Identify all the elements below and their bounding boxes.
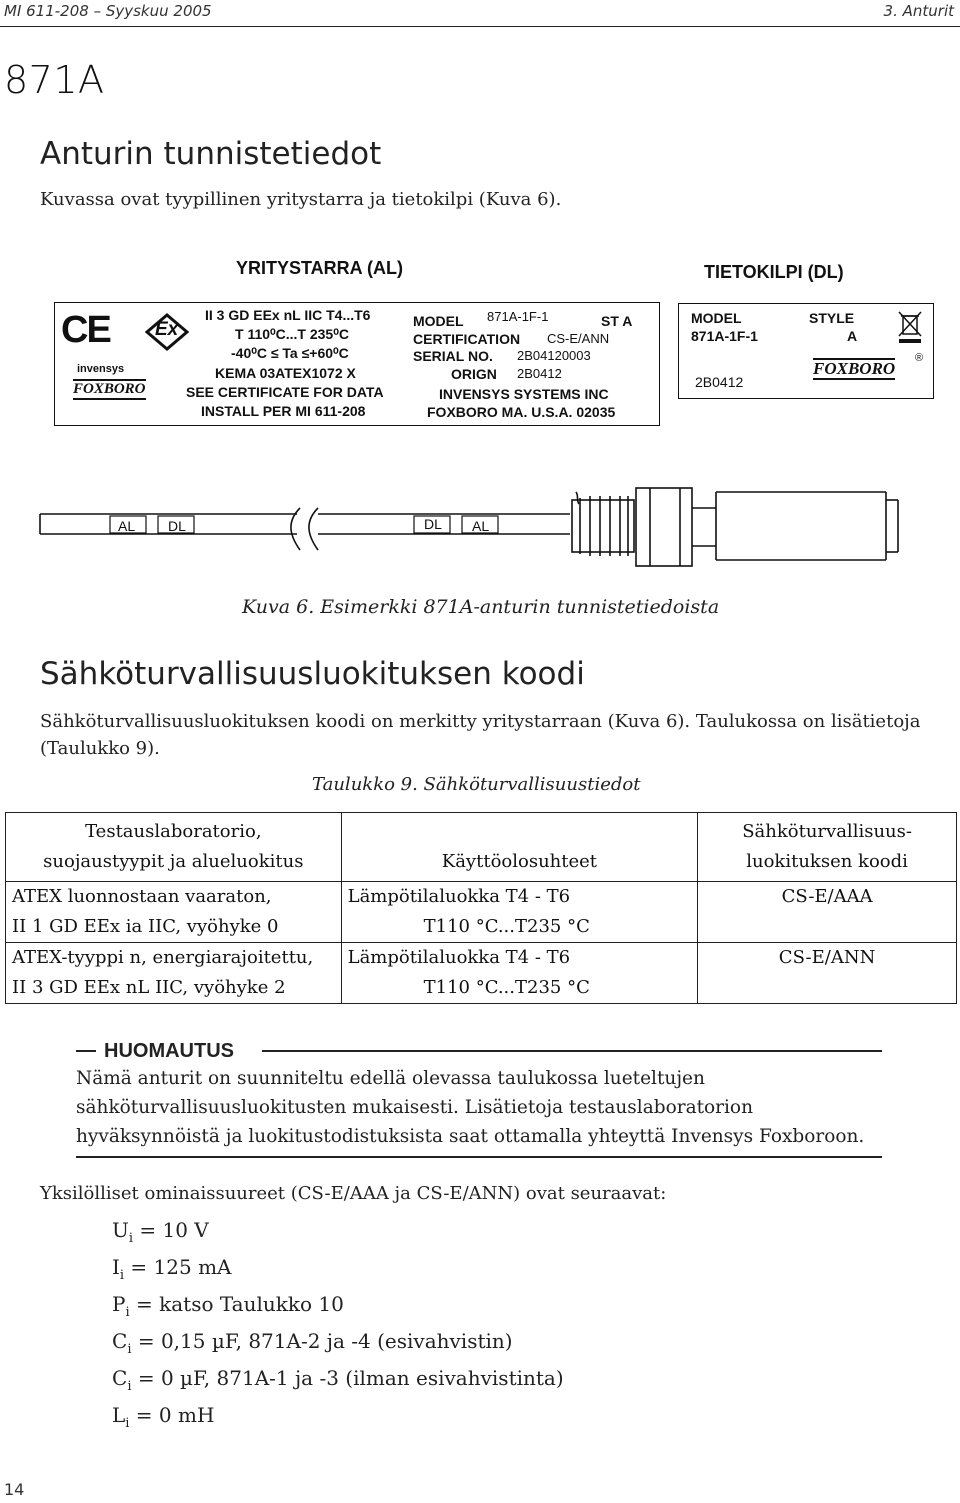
col-header-code: Sähköturvallisuus- luokituksen koodi — [698, 813, 957, 882]
plate-al-line-1: II 3 GD EEx nL IIC T4...T6 — [205, 307, 371, 323]
page-number: 14 — [4, 1480, 25, 1499]
table-row: ATEX-tyyppi n, energiarajoitettu, II 3 GD EEx nL IIC, vyöhyke 2 Lämpötilaluokka T4 - T6 T110 °C...T235 °C CS-E/ANN — [6, 943, 957, 1004]
header-doc-id: MI 611-208 – Syyskuu 2005 — [4, 2, 212, 20]
list-item: $U_i = 10$ V — [112, 1218, 209, 1246]
dl-label-title: TIETOKILPI (DL) — [704, 262, 844, 282]
col-header-lab: Testauslaboratorio, suojaustyypit ja alueluokitus — [6, 813, 342, 882]
ce-mark-icon: CE — [61, 309, 110, 351]
parameter-list — [112, 1216, 564, 1438]
plate-dl-style-label: STYLE — [809, 310, 855, 326]
header-chapter: 3. Anturit — [883, 2, 954, 20]
plate-al-address: FOXBORO MA. U.S.A. 02035 — [427, 404, 616, 420]
figure-caption: Kuva 6. Esimerkki 871A-anturin tunnistetiedoista — [242, 596, 720, 618]
note-title: HUOMAUTUS — [104, 1040, 234, 1062]
note-body: Nämä anturit on suunniteltu edellä olevassa taulukossa lueteltujen sähköturvallisuusluokitusten mukaisesti. Lisätietoja testauslaboratorion hyväksynnöistä ja luokitustodistuksista saat ottamalla yhteyttä Invensys Foxboroon. — [76, 1068, 865, 1147]
plate-al-origin-label: ORIGN — [451, 366, 497, 382]
foxboro-logo: FOXBORO — [73, 379, 146, 400]
weee-bin-icon — [897, 310, 923, 344]
plate-dl-model-label: MODEL — [691, 310, 742, 326]
data-plate — [678, 303, 934, 399]
plate-dl-code: 2B0412 — [695, 374, 744, 390]
cable-tag-al-2: AL — [472, 518, 490, 534]
table-header-row — [6, 813, 957, 882]
invensys-logo: invensys — [77, 363, 125, 375]
foxboro-logo-dl: FOXBORO — [813, 359, 896, 378]
al-label-title: YRITYSTARRA (AL) — [236, 258, 403, 278]
plate-al-cert-value: CS-E/ANN — [547, 331, 610, 346]
company-label-plate — [54, 302, 660, 426]
cable-tag-al: AL — [118, 518, 136, 534]
plate-al-model-label: MODEL — [413, 313, 464, 329]
plate-al-serial-label: SERIAL NO. — [413, 348, 493, 364]
plate-dl-model-value: 871A-1F-1 — [691, 328, 758, 344]
plate-al-line-5: SEE CERTIFICATE FOR DATA — [186, 384, 384, 400]
section2-text-1: Sähköturvallisuusluokituksen koodi on merkitty yritystarraan (Kuva 6). Taulukossa on lisätietoja — [40, 711, 921, 732]
table-caption: Taulukko 9. Sähköturvallisuustiedot — [312, 774, 641, 795]
plate-al-style: ST A — [601, 313, 633, 329]
ex-mark-icon: Ex — [145, 313, 189, 351]
plate-al-company: INVENSYS SYSTEMS INC — [439, 386, 609, 402]
safety-table — [5, 812, 957, 1004]
plate-al-serial-value: 2B04120003 — [517, 348, 591, 363]
list-item: $C_i = 0$ µF, 871A-1 ja -3 (ilman esivahvistinta) — [112, 1366, 564, 1394]
plate-al-line-2: T 110⁰C...T 235⁰C — [235, 326, 349, 342]
list-item: $I_i = 125$ mA — [112, 1255, 232, 1283]
list-item: $C_i = 0,15$ µF, 871A-2 ja -4 (esivahvistin) — [112, 1329, 513, 1357]
section-title-safety-code: Sähköturvallisuusluokituksen koodi — [40, 656, 585, 692]
section-title-identification: Anturin tunnistetiedot — [40, 136, 382, 172]
note-rule-bottom — [76, 1156, 882, 1158]
registered-mark: ® — [915, 352, 924, 364]
plate-al-origin-value: 2B0412 — [517, 366, 562, 381]
cable-tag-dl-2: DL — [424, 516, 442, 532]
note-rule-right — [262, 1050, 882, 1052]
plate-dl-style-value: A — [847, 328, 858, 344]
plate-al-model-value: 871A-1F-1 — [487, 309, 549, 324]
plate-al-cert-label: CERTIFICATION — [413, 331, 521, 347]
list-item: $L_i = 0$ mH — [112, 1403, 215, 1431]
params-intro: Yksilölliset ominaissuureet (CS-E/AAA ja CS-E/ANN) ovat seuraavat: — [40, 1183, 667, 1204]
cable-tag-dl: DL — [168, 518, 186, 534]
table-row: ATEX luonnostaan vaaraton, II 1 GD EEx ia IIC, vyöhyke 0 Lämpötilaluokka T4 - T6 T110 °C...T235 °C CS-E/AAA — [6, 882, 957, 943]
plate-al-line-6: INSTALL PER MI 611-208 — [201, 403, 366, 419]
plate-al-line-4: KEMA 03ATEX1072 X — [215, 365, 356, 381]
model-heading: 871A — [4, 58, 105, 102]
section2-text-2: (Taulukko 9). — [40, 738, 160, 759]
note-rule-left — [76, 1050, 96, 1052]
section-intro: Kuvassa ovat tyypillinen yritystarra ja tietokilpi (Kuva 6). — [40, 189, 562, 210]
list-item: $P_i$ = katso Taulukko 10 — [112, 1292, 344, 1320]
plate-al-line-3: -40⁰C ≤ Ta ≤+60⁰C — [231, 345, 349, 361]
col-header-conditions: Käyttöolosuhteet — [341, 813, 698, 882]
